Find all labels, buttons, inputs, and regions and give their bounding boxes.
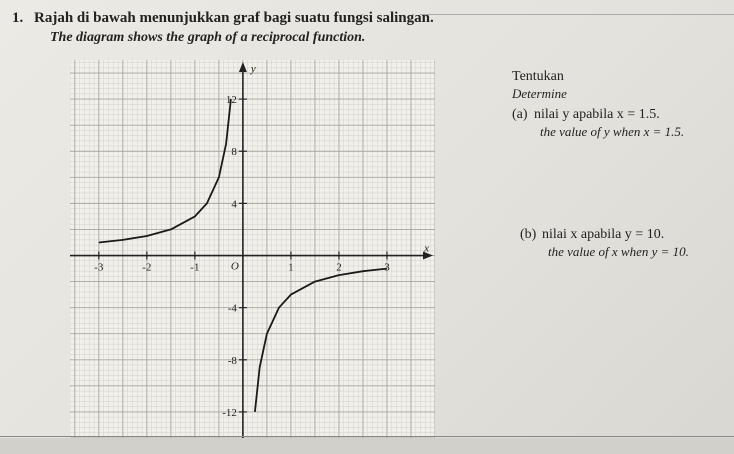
question-text-malay: [12, 10, 434, 27]
y-tick-label: 4: [231, 198, 237, 211]
x-tick-label: 3: [384, 261, 390, 274]
y-tick-label: -8: [227, 354, 237, 367]
part-a-text-en: the value of y when x = 1.5.: [540, 124, 685, 139]
question-text-ms: Rajah di bawah menunjukkan graf bagi suatu fungsi salingan.: [34, 10, 434, 26]
y-tick-label: -12: [222, 406, 237, 419]
origin-label: O: [230, 260, 239, 273]
part-b-text: nilai x apabila y = 10.: [542, 227, 665, 242]
x-tick-label: -3: [94, 261, 104, 274]
y-tick-label: 8: [231, 146, 237, 159]
y-tick-label: 12: [225, 94, 237, 107]
top-margin-rule: [420, 14, 734, 15]
bottom-margin-rule: [0, 436, 734, 437]
page-edge: [0, 438, 734, 454]
x-tick-label: -2: [142, 261, 152, 274]
grid-minor: [70, 60, 435, 438]
y-axis-label: y: [250, 63, 256, 75]
part-a-label: (a): [512, 107, 528, 122]
x-tick-label: 1: [288, 261, 294, 274]
part-a: [512, 106, 684, 140]
question-number: 1.: [12, 10, 24, 26]
instruction-panel: [512, 68, 567, 102]
x-axis-label: x: [424, 242, 429, 255]
part-a-text: nilai y apabila x = 1.5.: [534, 107, 660, 122]
determine-heading: Tentukan: [512, 69, 564, 84]
x-tick-label: 2: [336, 261, 342, 274]
reciprocal-graph: [70, 60, 435, 438]
part-b-text-en: the value of x when y = 10.: [548, 244, 689, 259]
part-b-label: (b): [520, 227, 537, 242]
x-tick-label: -1: [190, 261, 200, 274]
determine-heading-en: Determine: [512, 86, 567, 101]
part-b: [520, 226, 689, 260]
question-text-english: The diagram shows the graph of a reciprocal function.: [50, 30, 366, 45]
y-tick-label: -4: [227, 302, 237, 315]
